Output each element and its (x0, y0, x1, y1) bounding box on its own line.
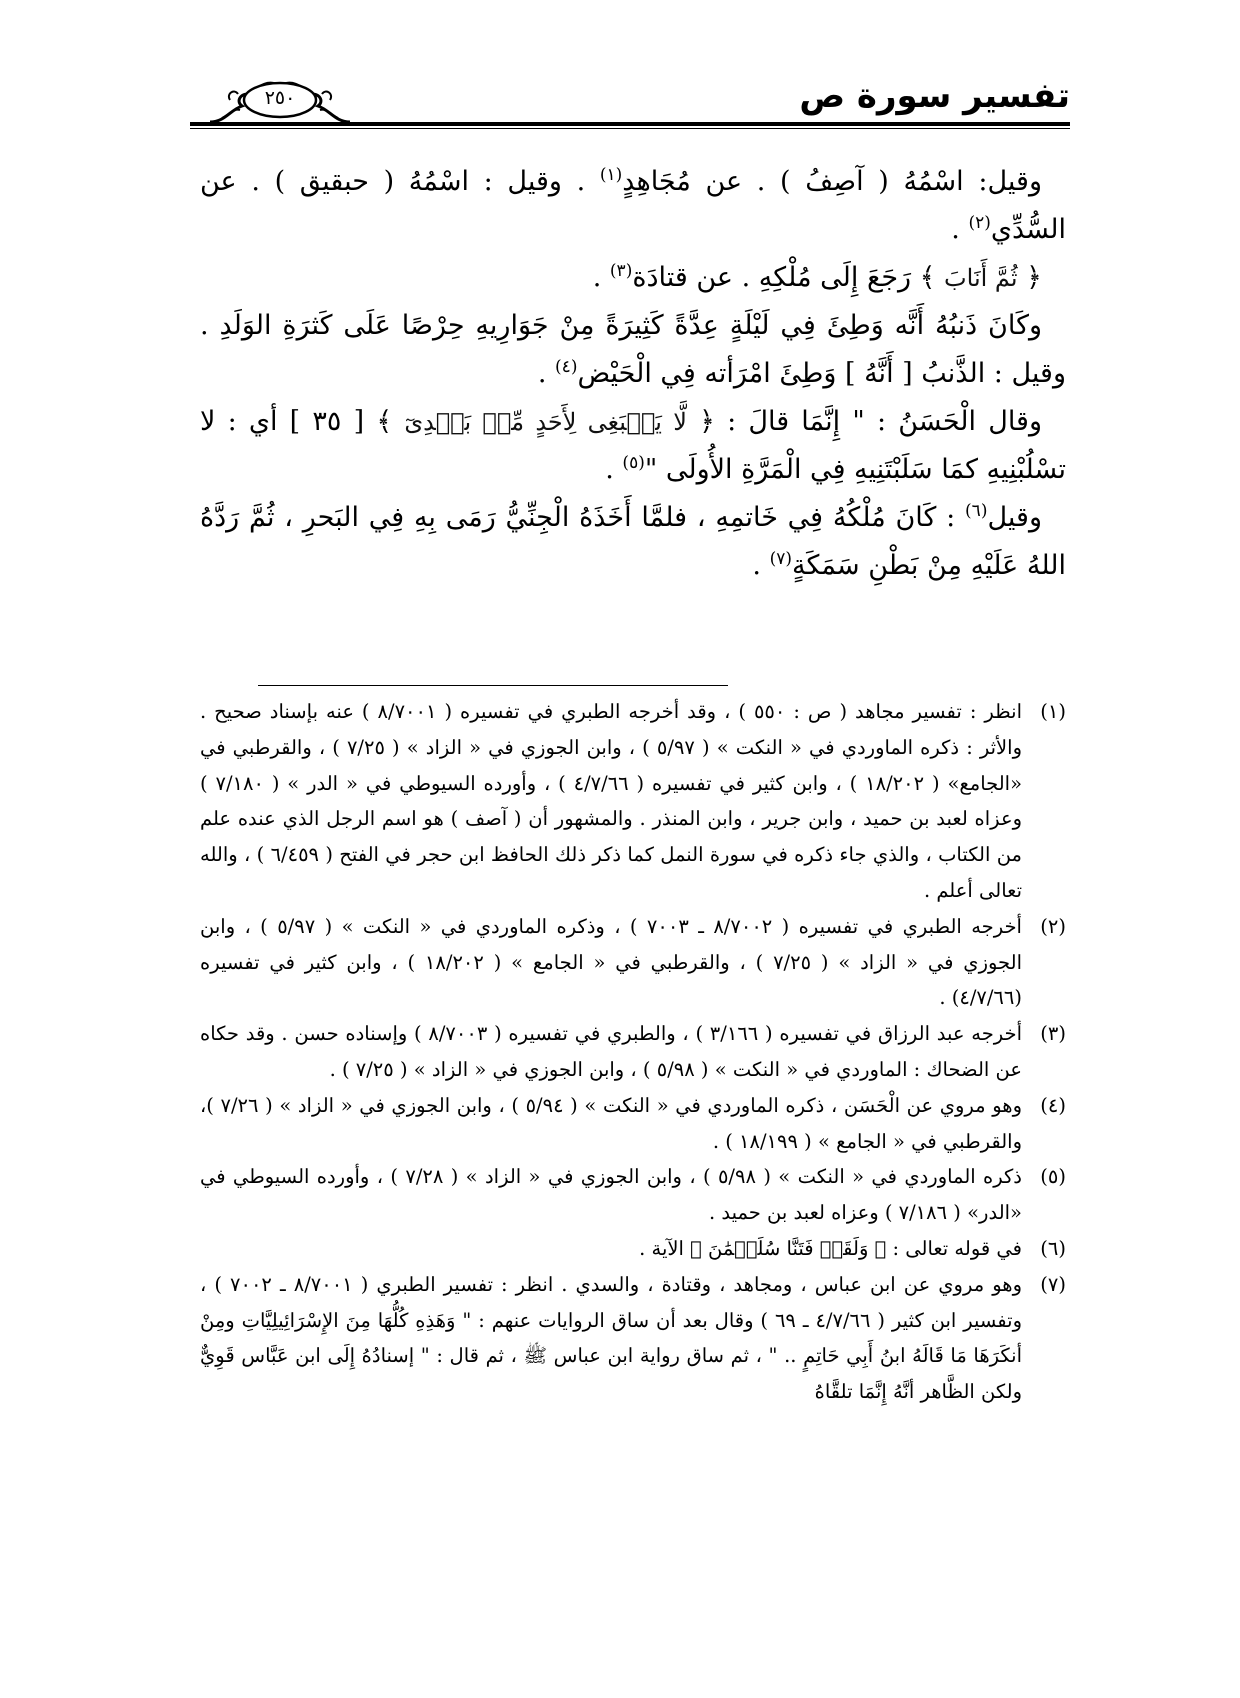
footnote-separator (258, 685, 728, 686)
footnotes (200, 694, 1066, 1410)
footnote-ref-7[interactable]: (٧) (769, 549, 792, 569)
footnote-ref-1[interactable]: (١) (599, 165, 623, 185)
footnote-ref-5[interactable]: (٥) (622, 453, 645, 473)
footnote-item (200, 1267, 1066, 1410)
footnote-number: (٢) (1040, 914, 1066, 938)
footnote-ref-4[interactable]: (٤) (555, 357, 578, 377)
running-header-title: تفسير سورة ص (799, 76, 1070, 116)
header-rule (190, 122, 1070, 126)
footnote-number: (٣) (1040, 1022, 1066, 1046)
paragraph-5: وقيل$^{(٦)}$ : كَانَ مُلْكُهُ فِي خَاتمِهِ ، فلمَّا أَخَذَهُ الْجِنِّيُّ رَمَى بِهِ فِي البَحرِ ، ثُمَّ رَدَّهُ اللهُ عَلَيْهِ مِنْ بَطْنِ سَمَكَةٍ$^{(٧)}$ . (200, 501, 1066, 581)
footnote-ref-6[interactable]: (٦) (965, 501, 988, 521)
footnote-item (200, 1159, 1066, 1231)
footnote-item (200, 1231, 1066, 1267)
paragraph-1: وقيل: اسْمُهُ ( آصِفُ ) . عن مُجَاهِدٍ$^{(١)}$ . وقيل : اسْمُهُ ( حبقيق ) . عن السُّدِّي$^{(٢)}$ . (200, 165, 1066, 245)
footnote-number: (٦) (1040, 1236, 1066, 1260)
footnote-text: ذكره الماوردي في « النكت » ( ٥/٩٨ ) ، وابن الجوزي في « الزاد » ( ٧/٢٨ ) ، وأورده السيوطي في «الدر» ( ٧/١٨٦ ) وعزاه لعبد بن حميد . (200, 1165, 1022, 1225)
footnote-number: (٤) (1040, 1093, 1066, 1117)
quran-quote: لَّا يَنۢبَغِى لِأَحَدٍ مِّنۢ بَعۡدِىٓ (404, 408, 687, 436)
footnote-item (200, 1016, 1066, 1088)
footnote-text: أخرجه الطبري في تفسيره ( ٨/٧٠٠٢ ـ ٧٠٠٣ ) ، وذكره الماوردي في « النكت » ( ٥/٩٧ ) ، وابن الجوزي في « الزاد » ( ٧/٢٥ ) ، والقرطبي في « الجامع » ( ١٨/٢٠٢ ) ، وابن كثير في تفسيره (٤/٧/٦٦) . (200, 914, 1023, 1010)
footnote-item (200, 694, 1066, 909)
footnote-text: أخرجه عبد الرزاق في تفسيره ( ٣/١٦٦ ) ، والطبري في تفسيره ( ٨/٧٠٠٣ ) وإسناده حسن . وقد حكاه عن الضحاك : الماوردي في « النكت » ( ٥/٩٨ ) ، وابن الجوزي في « الزاد » ( ٧/٢٥ ) . (200, 1022, 1022, 1081)
footnote-item (200, 1088, 1066, 1160)
footnote-item (200, 909, 1066, 1016)
paragraph-4: وقال الْحَسَنُ : " إِنَّمَا قالَ : ﴿ لَّا يَنۢبَغِى لِأَحَدٍ مِّنۢ بَعۡدِىٓ ﴾ [ ٣٥ ] أي : لا تسْلُبْنِيهِ كمَا سَلَبْتَنِيهِ فِي الْمَرَّةِ الأُولَى "$^{(٥)}$ . (200, 406, 1066, 485)
footnote-text: في قوله تعالى : ﴿ وَلَقَدۡ فَتَنَّا سُلَيۡمَٰنَ ﴾ الآية . (639, 1236, 1022, 1260)
header-rule-thin (190, 128, 1070, 129)
footnote-text: انظر : تفسير مجاهد ( ص : ٥٥٠ ) ، وقد أخرجه الطبري في تفسيره ( ٨/٧٠٠١ ) عنه بإسناد صحيح . والأثر : ذكره الماوردي في « النكت » ( ٥/٩٧ ) ، وابن الجوزي في « الزاد » ( ٧/٢٥ ) ، والقرطبي في «الجامع» ( ١٨/٢٠٢ ) ، وابن كثير في تفسيره ( ٤/٧/٦٦ ) ، وأورده السيوطي في « الدر » ( ٧/١٨٠ ) وعزاه لعبد بن حميد ، وابن جرير ، وابن المنذر . والمشهور أن ( آصف ) هو اسم الرجل الذي عنده علم من الكتاب ، والذي جاء ذكره في سورة النمل كما ذكر ذلك الحافظ ابن حجر في الفتح ( ٦/٤٥٩ ) ، والله تعالى أعلم . (200, 700, 1023, 902)
quran-quote: ثُمَّ أَنَابَ (944, 264, 1018, 292)
page-number: ٢٥٠ (264, 87, 296, 109)
footnote-text: وهو مروي عن ابن عباس ، ومجاهد ، وقتادة ، والسدي . انظر : تفسير الطبري ( ٨/٧٠٠١ ـ ٧٠٠٢ ) ، وتفسير ابن كثير ( ٤/٧/٦٦ ـ ٦٩ ) وقال بعد أن ساق الروايات عنهم : " وَهَذِهِ كُلُّهَا مِنَ الإِسْرَائِيلِيَّاتِ ومِنْ أنكَرَهَا مَا قَالَهُ ابنُ أَبِي حَاتِمٍ .. " ، ثم ساق رواية ابن عباس ﷺ ، ثم قال : " إسنادُهُ إِلَى ابن عَبَّاس قَوِيٌّ ولكن الظَّاهر أنَّهُ إِنَّمَا تلقَّاهُ (200, 1272, 1022, 1404)
footnote-ref-3[interactable]: (٣) (609, 261, 633, 281)
footnote-ref-2[interactable]: (٢) (968, 213, 991, 233)
footnote-text: وهو مروي عن الْحَسَن ، ذكره الماوردي في « النكت » ( ٥/٩٤ ) ، وابن الجوزي في « الزاد » ( ٧/٢٦ )، والقرطبي في « الجامع » ( ١٨/١٩٩ ) . (200, 1093, 1022, 1153)
footnote-number: (٧) (1040, 1272, 1066, 1296)
paragraph-3: وكَانَ ذَنبُهُ أَنَّه وَطِئَ فِي لَيْلَةٍ عِدَّةً كَثِيرَةً مِنْ جَوَارِيهِ حِرْصًا عَلَى كَثرَةِ الوَلَدِ . وقيل : الذَّنبُ [ أَنَّهُ ] وَطِئَ امْرَأته فِي الْحَيْض$^{(٤)}$ . (200, 310, 1066, 389)
footnote-number: (٥) (1040, 1165, 1066, 1189)
main-text (200, 158, 1066, 590)
footnote-number: (١) (1040, 700, 1066, 723)
paragraph-2: ﴿ ثُمَّ أَنَابَ ﴾ رَجَعَ إِلَى مُلْكِهِ . عن قتادَة$^{(٣)}$ . (592, 261, 1042, 293)
